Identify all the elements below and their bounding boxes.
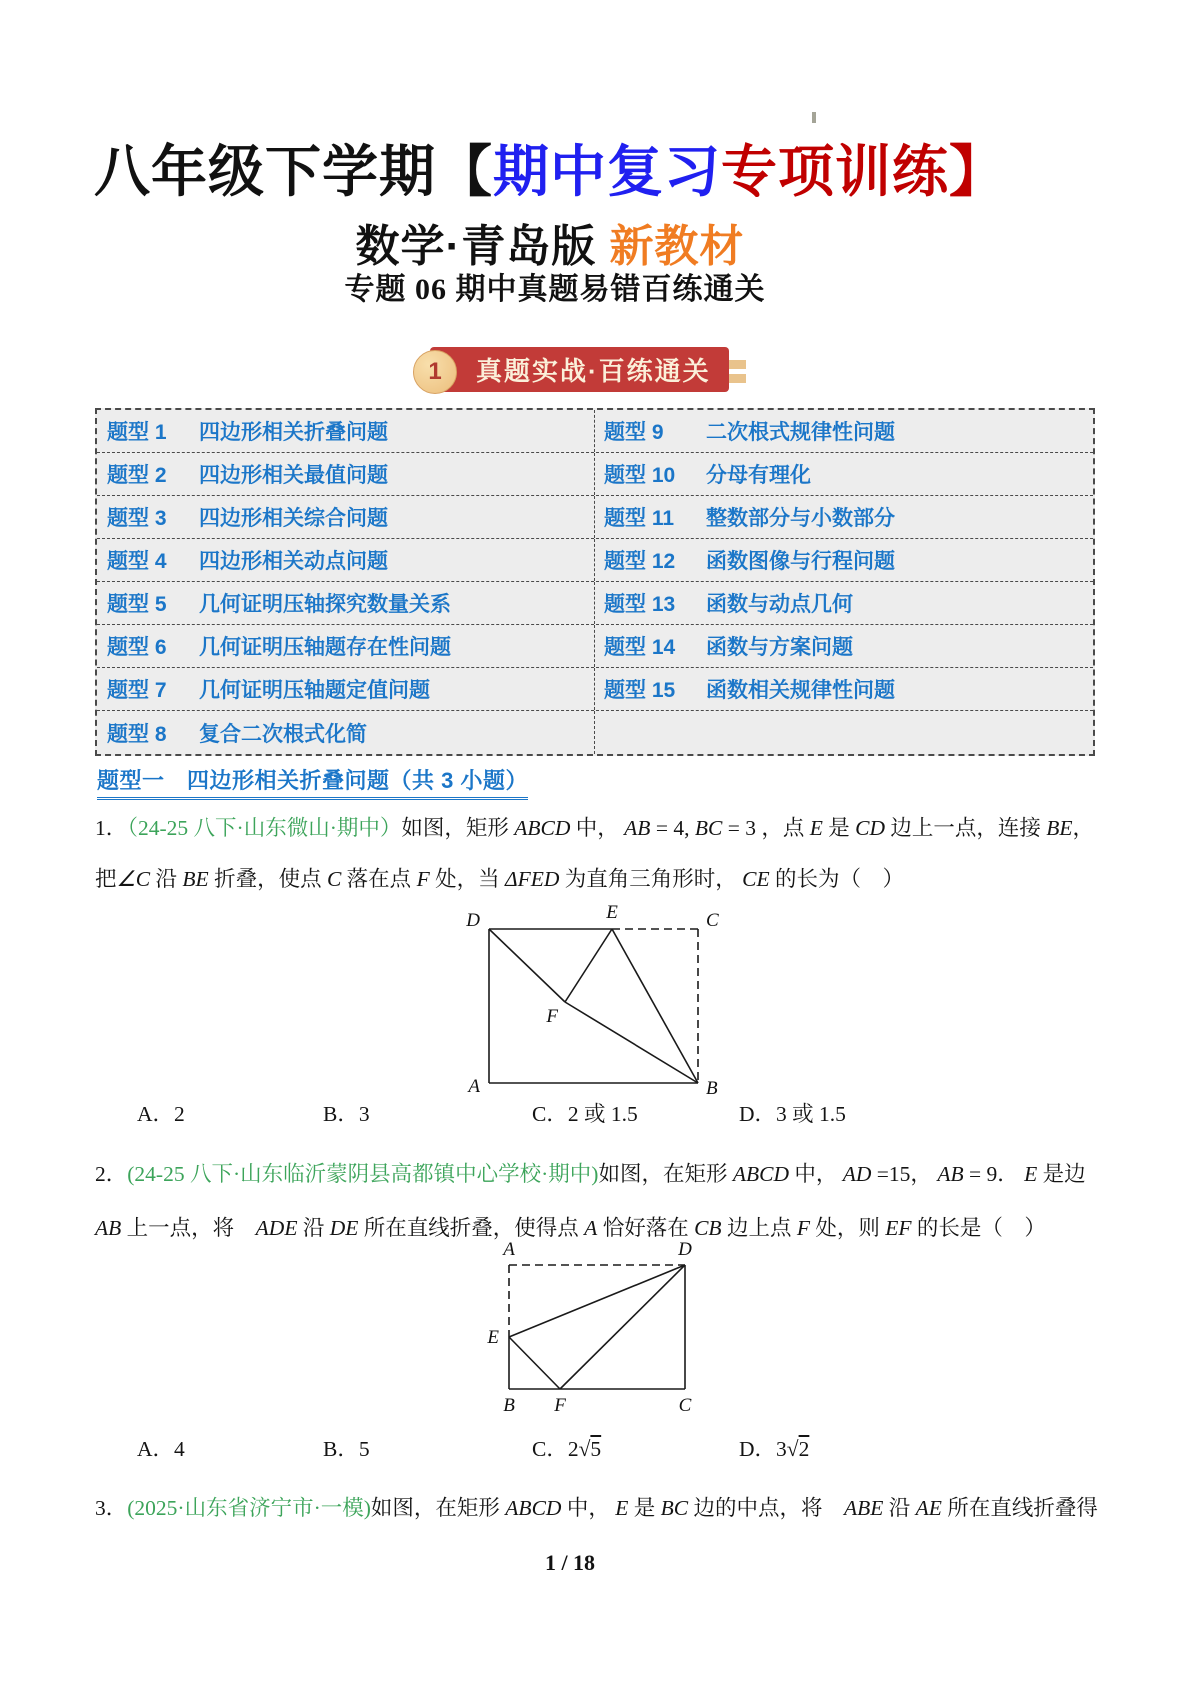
option-label: B． bbox=[323, 1437, 359, 1461]
toc-item-number: 题型 2 bbox=[107, 464, 167, 487]
toc-item-title: 几何证明压轴题定值问题 bbox=[199, 679, 430, 702]
vertex-label-E: E bbox=[606, 902, 618, 923]
table-row bbox=[97, 625, 1093, 668]
vertex-label-B: B bbox=[706, 1078, 718, 1099]
toc-item-10 bbox=[595, 453, 1093, 495]
toc-item-title: 整数部分与小数部分 bbox=[706, 507, 895, 530]
toc-item-empty bbox=[595, 711, 1093, 754]
question-1-figure bbox=[430, 900, 760, 1105]
toc-item-4 bbox=[97, 539, 595, 581]
vertex-label-A: A bbox=[503, 1240, 515, 1260]
banner-label: 真题实战·百练通关 bbox=[476, 356, 711, 386]
main-title-black: 八年级下学期【 bbox=[94, 140, 493, 203]
toc-item-number: 题型 7 bbox=[107, 679, 167, 702]
toc-item-number: 题型 1 bbox=[107, 421, 167, 444]
question-2-figure bbox=[455, 1240, 725, 1422]
toc-item-title: 四边形相关综合问题 bbox=[199, 507, 388, 530]
option-d bbox=[739, 1432, 809, 1463]
topic-title: 专题 06 期中真题易错百练通关 bbox=[344, 273, 766, 306]
vertex-label-D: D bbox=[678, 1240, 692, 1260]
toc-item-12 bbox=[595, 539, 1093, 581]
toc-item-title: 几何证明压轴题存在性问题 bbox=[199, 636, 451, 659]
main-title bbox=[0, 128, 1100, 208]
vertex-label-C: C bbox=[678, 1395, 692, 1416]
table-row bbox=[97, 410, 1093, 453]
option-c bbox=[532, 1097, 739, 1128]
toc-item-title: 二次根式规律性问题 bbox=[706, 421, 895, 444]
option-b bbox=[323, 1432, 532, 1463]
toc-item-number: 题型 5 bbox=[107, 593, 167, 616]
question-1-line-2: 把∠C 沿 BE 折叠，使点 C 落在点 F 处，当 ΔFED 为直角三角形时， CE 的长为（ ） bbox=[95, 867, 905, 891]
question-2-options bbox=[95, 1432, 1139, 1463]
vertex-label-E: E bbox=[487, 1327, 499, 1348]
option-value: 3√2 bbox=[776, 1437, 810, 1461]
banner-box bbox=[430, 347, 729, 392]
toc-item-title: 函数相关规律性问题 bbox=[706, 679, 895, 702]
option-c bbox=[532, 1432, 739, 1463]
toc-item-15 bbox=[595, 668, 1093, 710]
option-label: B． bbox=[323, 1102, 359, 1126]
toc-item-8 bbox=[97, 711, 595, 754]
question-2-line-2: AB 上一点，将 ADE 沿 DE 所在直线折叠，使得点 A 恰好落在 CB 边上点 F 处，则 EF 的长是（ ） bbox=[95, 1216, 1046, 1240]
toc-item-2 bbox=[97, 453, 595, 495]
toc-item-number: 题型 8 bbox=[107, 722, 167, 746]
option-value: 3 或 1.5 bbox=[776, 1102, 846, 1126]
section-heading: 题型一 四边形相关折叠问题（共 3 小题） bbox=[97, 764, 528, 800]
toc-item-1 bbox=[97, 410, 595, 452]
toc-item-number: 题型 11 bbox=[604, 507, 675, 530]
option-label: A． bbox=[137, 1437, 175, 1461]
banner-equals-decoration bbox=[729, 360, 746, 383]
option-a bbox=[137, 1097, 323, 1128]
option-label: A． bbox=[137, 1102, 175, 1126]
question-1-line-1: 1．（24-25 八下·山东微山·期中）如图，矩形 ABCD 中， AB = 4, BC = 3 ，点 E 是 CD 边上一点，连接 BE， bbox=[95, 816, 1095, 840]
toc-item-number: 题型 4 bbox=[107, 550, 167, 573]
toc-item-7 bbox=[97, 668, 595, 710]
banner-number: 1 bbox=[428, 358, 442, 385]
toc-item-13 bbox=[595, 582, 1093, 624]
table-row bbox=[97, 496, 1093, 539]
option-label: C． bbox=[532, 1437, 568, 1461]
table-row bbox=[97, 539, 1093, 582]
toc-item-5 bbox=[97, 582, 595, 624]
subtitle-orange: 新教材 bbox=[609, 222, 745, 271]
option-value: 3 bbox=[358, 1102, 370, 1126]
topic-index-table bbox=[95, 408, 1095, 756]
vertex-label-B: B bbox=[503, 1395, 515, 1416]
option-label: D． bbox=[739, 1102, 777, 1126]
toc-item-title: 函数图像与行程问题 bbox=[706, 550, 895, 573]
toc-item-number: 题型 13 bbox=[604, 593, 676, 616]
option-value: 2 bbox=[174, 1102, 185, 1126]
question-1-options bbox=[95, 1097, 1139, 1128]
option-value: 5 bbox=[358, 1437, 370, 1461]
toc-item-title: 复合二次根式化简 bbox=[199, 722, 367, 746]
table-row bbox=[97, 453, 1093, 496]
table-row bbox=[97, 582, 1093, 625]
toc-item-title: 函数与方案问题 bbox=[706, 636, 853, 659]
toc-item-title: 分母有理化 bbox=[706, 464, 811, 487]
page-number: 1 / 18 bbox=[544, 1550, 596, 1575]
toc-item-3 bbox=[97, 496, 595, 538]
vertex-label-D: D bbox=[466, 910, 480, 931]
option-value: 2√5 bbox=[567, 1437, 602, 1461]
question-3-line-1: 3．(2025·山东省济宁市·一模)如图，在矩形 ABCD 中， E 是 BC 边的中点，将 ABE 沿 AE 所在直线折叠得 bbox=[95, 1496, 1098, 1520]
toc-item-14 bbox=[595, 625, 1093, 667]
toc-item-title: 函数与动点几何 bbox=[706, 593, 853, 616]
main-title-blue: 期中复习 bbox=[493, 140, 721, 203]
option-label: D． bbox=[739, 1437, 777, 1461]
toc-item-number: 题型 6 bbox=[107, 636, 167, 659]
toc-item-number: 题型 12 bbox=[604, 550, 676, 573]
toc-item-number: 题型 10 bbox=[604, 464, 676, 487]
option-d bbox=[739, 1097, 846, 1128]
main-title-red: 专项训练】 bbox=[721, 140, 1006, 203]
toc-item-11 bbox=[595, 496, 1093, 538]
option-value: 2 或 1.5 bbox=[567, 1102, 638, 1126]
vertex-label-F: F bbox=[554, 1395, 566, 1416]
toc-item-6 bbox=[97, 625, 595, 667]
option-label: C． bbox=[532, 1102, 568, 1126]
vertex-label-A: A bbox=[468, 1076, 480, 1097]
toc-item-9 bbox=[595, 410, 1093, 452]
toc-item-title: 几何证明压轴探究数量关系 bbox=[199, 593, 451, 616]
toc-item-number: 题型 14 bbox=[604, 636, 676, 659]
banner-number-badge bbox=[413, 350, 457, 394]
toc-item-number: 题型 15 bbox=[604, 679, 676, 702]
toc-item-number: 题型 9 bbox=[604, 421, 664, 444]
toc-item-title: 四边形相关动点问题 bbox=[199, 550, 388, 573]
table-row bbox=[97, 711, 1093, 754]
print-artifact-mark bbox=[812, 112, 816, 123]
toc-item-title: 四边形相关折叠问题 bbox=[199, 421, 388, 444]
vertex-label-F: F bbox=[546, 1006, 558, 1027]
option-a bbox=[137, 1432, 323, 1463]
option-b bbox=[323, 1097, 532, 1128]
question-2-line-1: 2．(24-25 八下·山东临沂蒙阴县高都镇中心学校·期中)如图，在矩形 ABCD 中， AD =15， AB = 9． E 是边 bbox=[95, 1162, 1086, 1186]
table-row bbox=[97, 668, 1093, 711]
vertex-label-C: C bbox=[706, 910, 719, 931]
toc-item-number: 题型 3 bbox=[107, 507, 167, 530]
subtitle-black: 数学·青岛版 bbox=[355, 222, 610, 271]
option-value: 4 bbox=[174, 1437, 185, 1461]
toc-item-title: 四边形相关最值问题 bbox=[199, 464, 388, 487]
